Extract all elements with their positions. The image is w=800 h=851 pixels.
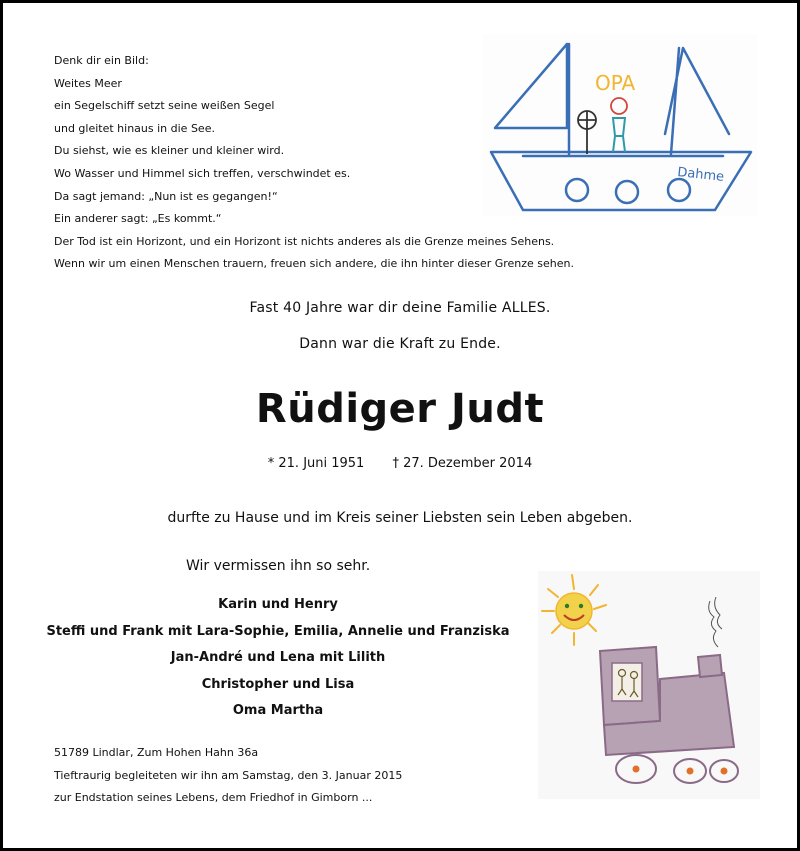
closing-line: durfte zu Hause und im Kreis seiner Liebsten sein Leben abgeben. (167, 510, 633, 526)
funeral-line: Tieftraurig begleiteten wir ihn am Samstag, den 3. Januar 2015 (54, 768, 403, 782)
poem-line: Ein anderer sagt: „Es kommt.“ (54, 212, 222, 226)
family-member: Christopher und Lisa (201, 676, 355, 692)
miss-line: Wir vermissen ihn so sehr. (186, 558, 371, 574)
funeral-line: zur Endstation seines Lebens, dem Friedhof in Gimborn ... (54, 791, 373, 805)
poem-line: und gleitet hinaus in die See. (54, 121, 215, 135)
death-date: † 27. Dezember 2014 (392, 456, 533, 471)
poem-line: Da sagt jemand: „Nun ist es gegangen!“ (54, 189, 278, 203)
intro-line-1: Fast 40 Jahre war dir deine Familie ALLES. (249, 300, 551, 316)
intro-line-2: Dann war die Kraft zu Ende. (299, 336, 501, 352)
family-member: Steffi und Frank mit Lara-Sophie, Emilia, Annelie und Franziska (46, 623, 510, 639)
deceased-name: Rüdiger Judt (255, 386, 545, 432)
family-list (0, 592, 556, 725)
family-member: Karin und Henry (218, 597, 338, 612)
address-block (54, 742, 402, 810)
family-member: Oma Martha (232, 703, 324, 718)
sailboat-drawing (483, 34, 757, 216)
poem-line: Wenn wir um einen Menschen trauern, freuen sich andere, die ihn hinter dieser Grenze sehen. (54, 257, 574, 271)
poem-line: Denk dir ein Bild: (54, 54, 149, 67)
family-member: Jan-André und Lena mit Lilith (170, 650, 386, 665)
opa-label: OPA (595, 71, 636, 95)
poem-line: ein Segelschiff setzt seine weißen Segel (54, 99, 275, 113)
poem-line: Du siehst, wie es kleiner und kleiner wird. (54, 144, 285, 158)
boat-name-label: Dahme (676, 165, 725, 185)
address-line: 51789 Lindlar, Zum Hohen Hahn 36a (54, 746, 259, 759)
birth-date: * 21. Juni 1951 (267, 456, 365, 471)
poem-line: Der Tod ist ein Horizont, und ein Horizont ist nichts anderes als die Grenze meines Sehens. (54, 234, 555, 248)
life-dates (0, 456, 800, 471)
train-drawing (538, 571, 760, 799)
poem-line: Wo Wasser und Himmel sich treffen, verschwindet es. (54, 166, 351, 180)
poem-line: Weites Meer (54, 76, 122, 90)
